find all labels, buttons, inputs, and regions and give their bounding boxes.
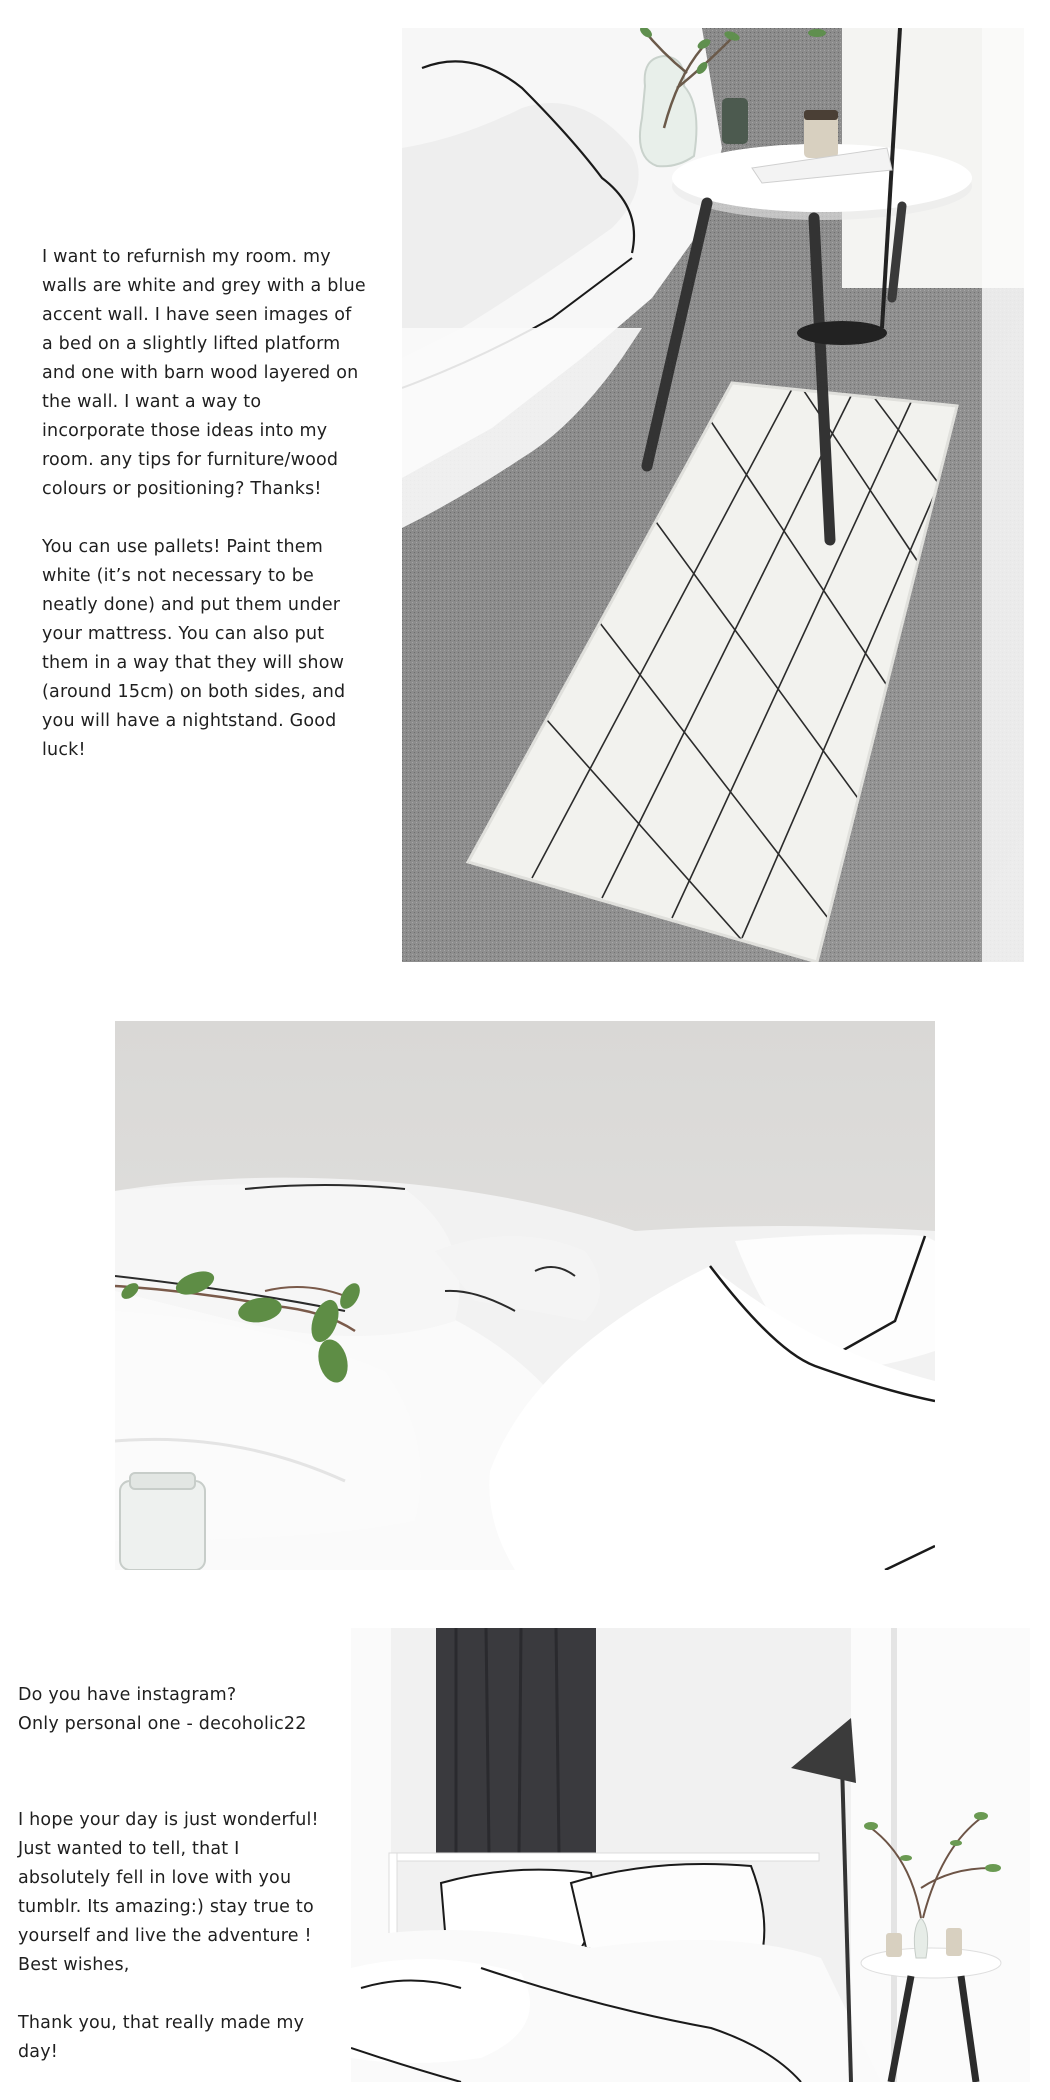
question-text: I want to refurnish my room. my walls are white and grey with a blue accent wall. I have seen images of a bed on a slightly lifted platform and one with barn wood layered on the wall. I want a way to incorporate those ideas into my room. any tips for furniture/wood colours or positioning? Thanks! bbox=[42, 247, 366, 499]
rug-side-table-photo bbox=[402, 28, 1024, 962]
white-bedding-photo bbox=[115, 1021, 935, 1570]
question-text: Do you have instagram? bbox=[18, 1685, 237, 1705]
answer-text: Thank you, that really made my day! bbox=[18, 2013, 305, 2062]
ask-post-1 bbox=[42, 243, 367, 765]
answer-text: You can use pallets! Paint them white (it’s not necessary to be neatly done) and put them under your mattress. You can also put them in a way that they will show (around 15cm) on both sides, and you will have a nightstand. Good luck! bbox=[42, 537, 346, 760]
answer-text: Only personal one - decoholic22 bbox=[18, 1714, 307, 1734]
ask-post-2 bbox=[18, 1681, 338, 1739]
bedroom-photo bbox=[351, 1628, 1030, 2082]
question-text: I hope your day is just wonderful! Just wanted to tell, that I absolutely fell in love with you tumblr. Its amazing:) stay true to yourself and live the adventure ! Best wishes, bbox=[18, 1810, 319, 1975]
ask-post-3 bbox=[18, 1806, 328, 2067]
